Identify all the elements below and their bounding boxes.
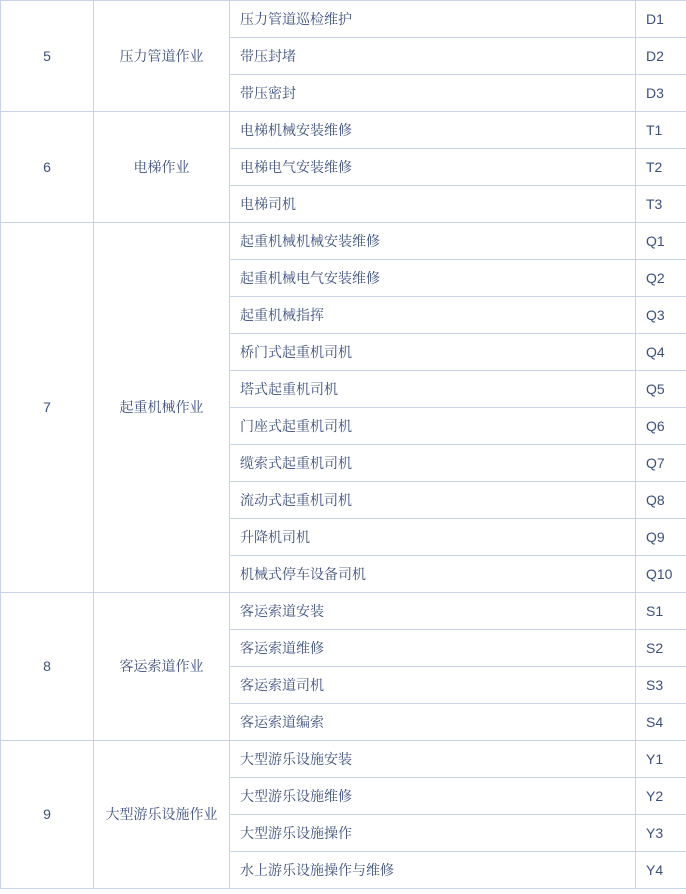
operation-code-cell: Q5: [636, 371, 686, 408]
operation-code-cell: S2: [636, 630, 686, 667]
category-cell: 客运索道作业: [94, 593, 230, 741]
operation-name-cell: 客运索道编索: [230, 704, 636, 741]
operation-code-cell: Q9: [636, 519, 686, 556]
operation-code-cell: D1: [636, 1, 686, 38]
operation-code-cell: D3: [636, 75, 686, 112]
operation-name-cell: 电梯司机: [230, 186, 636, 223]
operation-code-cell: Y1: [636, 741, 686, 778]
operation-code-cell: S1: [636, 593, 686, 630]
row-index-cell: 7: [1, 223, 94, 593]
category-cell: 电梯作业: [94, 112, 230, 223]
category-cell: 压力管道作业: [94, 1, 230, 112]
operation-code-cell: Y4: [636, 852, 686, 889]
operation-name-cell: 电梯电气安装维修: [230, 149, 636, 186]
operation-name-cell: 缆索式起重机司机: [230, 445, 636, 482]
category-cell: 大型游乐设施作业: [94, 741, 230, 889]
operation-code-cell: Q4: [636, 334, 686, 371]
operation-code-cell: T2: [636, 149, 686, 186]
operation-name-cell: 起重机械机械安装维修: [230, 223, 636, 260]
operation-code-cell: Y3: [636, 815, 686, 852]
operation-code-cell: Q1: [636, 223, 686, 260]
table-row: [1, 112, 686, 149]
operation-name-cell: 客运索道安装: [230, 593, 636, 630]
table-row: [1, 593, 686, 630]
operation-code-cell: T3: [636, 186, 686, 223]
operation-name-cell: 压力管道巡检维护: [230, 1, 636, 38]
operation-name-cell: 带压密封: [230, 75, 636, 112]
operation-name-cell: 大型游乐设施操作: [230, 815, 636, 852]
operation-code-cell: S3: [636, 667, 686, 704]
operation-name-cell: 客运索道维修: [230, 630, 636, 667]
operation-name-cell: 流动式起重机司机: [230, 482, 636, 519]
operation-name-cell: 电梯机械安装维修: [230, 112, 636, 149]
operation-code-cell: Q6: [636, 408, 686, 445]
operation-code-cell: T1: [636, 112, 686, 149]
operation-code-cell: Q10: [636, 556, 686, 593]
row-index-cell: 8: [1, 593, 94, 741]
operation-code-cell: Q8: [636, 482, 686, 519]
operation-name-cell: 客运索道司机: [230, 667, 636, 704]
table-row: [1, 1, 686, 38]
row-index-cell: 9: [1, 741, 94, 889]
operation-name-cell: 起重机械指挥: [230, 297, 636, 334]
operation-name-cell: 塔式起重机司机: [230, 371, 636, 408]
operation-name-cell: 起重机械电气安装维修: [230, 260, 636, 297]
operation-code-cell: Q3: [636, 297, 686, 334]
row-index-cell: 6: [1, 112, 94, 223]
operation-code-cell: S4: [636, 704, 686, 741]
operation-code-cell: D2: [636, 38, 686, 75]
table-row: [1, 223, 686, 260]
table-row: [1, 741, 686, 778]
operation-name-cell: 机械式停车设备司机: [230, 556, 636, 593]
operation-name-cell: 水上游乐设施操作与维修: [230, 852, 636, 889]
table-body: [1, 1, 686, 889]
operation-code-cell: Y2: [636, 778, 686, 815]
operation-name-cell: 带压封堵: [230, 38, 636, 75]
operation-name-cell: 大型游乐设施安装: [230, 741, 636, 778]
operation-name-cell: 升降机司机: [230, 519, 636, 556]
operation-code-cell: Q2: [636, 260, 686, 297]
category-cell: 起重机械作业: [94, 223, 230, 593]
operation-name-cell: 桥门式起重机司机: [230, 334, 636, 371]
row-index-cell: 5: [1, 1, 94, 112]
operation-code-cell: Q7: [636, 445, 686, 482]
operation-name-cell: 门座式起重机司机: [230, 408, 636, 445]
operation-name-cell: 大型游乐设施维修: [230, 778, 636, 815]
